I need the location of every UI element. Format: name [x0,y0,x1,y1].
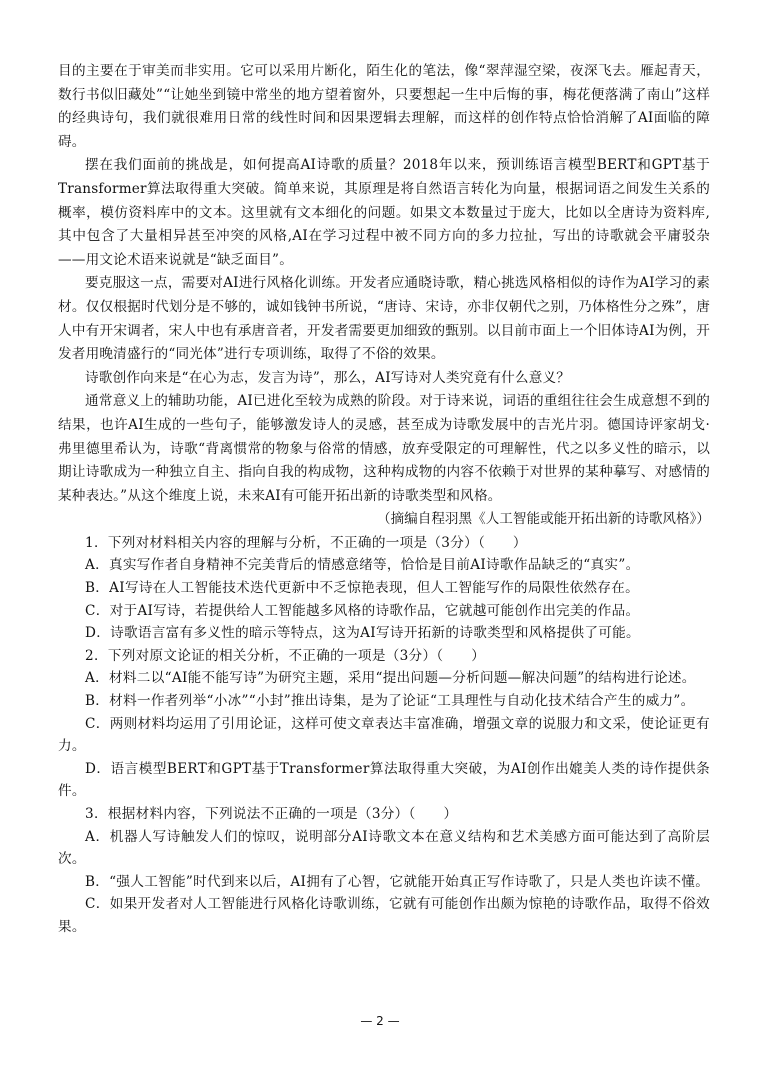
question-2-option-d: D．语言模型BERT和GPT基于Transformer算法取得重大突破，为AI创作出媲美人类的诗作提供条件。 [58,760,710,800]
passage-paragraph-1: 目的主要在于审美而非实用。它可以采用片断化，陌生化的笔法，像“翠萍湿空梁，夜深飞去。雁起青天，数行书似旧藏处”“让她坐到镜中常坐的地方望着窗外，只要想起一生中后悔的事，梅花便落满了南山”这样的经典诗句，我们就很难用日常的线性时间和因果逻辑去理解，而这样的创作特点恰恰消解了AI面临的障碍。 [58,63,710,150]
question-1-option-a: A．真实写作者自身精神不完美背后的情感意绪等，恰恰是目前AI诗歌作品缺乏的“真实”。 [85,557,640,574]
passage-source: （摘编自程羽黑《人工智能或能开拓出新的诗歌风格》） [376,511,710,528]
question-1-option-c: C．对于AI写诗，若提供给人工智能越多风格的诗歌作品，它就越可能创作出完美的作品。 [85,602,640,619]
page-content [58,60,710,939]
question-2-option-c: C．两则材料均运用了引用论证，这样可使文章表达丰富准确，增强文章的说服力和文采，使论证更有力。 [58,715,710,755]
page-number: — 2 — [360,1014,400,1028]
passage-paragraph-4: 诗歌创作向来是“在心为志，发言为诗”，那么，AI写诗对人类究竟有什么意义？ [85,369,571,386]
passage-paragraph-2: 摆在我们面前的挑战是，如何提高AI诗歌的质量？2018年以来，预训练语言模型BERT和GPT基于Transformer算法取得重大突破。简单来说，其原理是将自然语言转化为向量，根据词语之间发生关系的概率，模仿资料库中的文本。这里就有文本细化的问题。如果文本数量过于庞大，比如以全唐诗为资料库,其中包含了大量相异甚至冲突的风格,AI在学习过程中被不同方向的多力拉扯，写出的诗歌就会平庸驳杂——用文论术语来说就是“缺乏面目”。 [58,157,710,268]
question-1-stem: 1．下列对材料相关内容的理解与分析，不正确的一项是（3分）（ ） [85,534,527,551]
question-3-stem: 3．根据材料内容，下列说法不正确的一项是（3分）（ ） [85,806,458,822]
question-1-option-d: D．诗歌语言富有多义性的暗示等特点，这为AI写诗开拓新的诗歌类型和风格提供了可能。 [85,625,640,642]
question-2-stem: 2．下列对原文论证的相关分析，不正确的一项是（3分）（ ） [85,647,486,664]
passage-paragraph-5: 通常意义上的辅助功能，AI已进化至较为成熟的阶段。对于诗来说，词语的重组往往会生成意想不到的结果，也许AI生成的一些句子，能够激发诗人的灵感，甚至成为诗歌发展中的吉光片羽。德国诗评家胡戈·弗里德里希认为，诗歌“背离惯常的物象与俗常的情感，放弃受限定的可理解性，代之以多义性的暗示，以期让诗歌成为一种独立自主、指向自我的构成物，这种构成物的内容不依赖于对世界的某种摹写、对感情的某种表达。”从这个维度上说，未来AI有可能开拓出新的诗歌类型和风格。 [58,393,710,504]
question-2-option-a: A．材料二以“AI能不能写诗”为研究主题，采用“提出问题—分析问题—解决问题”的结构进行论述。 [85,670,696,687]
question-3-option-c: C．如果开发者对人工智能进行风格化诗歌训练，它就有可能创作出颇为惊艳的诗歌作品，取得不俗效果。 [58,896,710,935]
question-3-option-a: A．机器人写诗触发人们的惊叹，说明部分AI诗歌文本在意义结构和艺术美感方面可能达到了高阶层次。 [58,828,710,868]
question-3-option-b: B．“强人工智能”时代到来以后，AI拥有了心智，它就能开始真正写作诗歌了，只是人类也许读不懂。 [85,873,710,890]
question-1-option-b: B．AI写诗在人工智能技术迭代更新中不乏惊艳表现，但人工智能写作的局限性依然存在。 [85,580,640,597]
passage-paragraph-3: 要克服这一点，需要对AI进行风格化训练。开发者应通晓诗歌，精心挑选风格相似的诗作为AI学习的素材。仅仅根据时代划分是不够的，诚如钱钟书所说，“唐诗、宋诗，亦非仅朝代之别，乃体格性分之殊”，唐人中有开宋调者，宋人中也有承唐音者，开发者需要更加细致的甄别。以目前市面上一个旧体诗AI为例，开发者用晚清盛行的“同光体”进行专项训练，取得了不俗的效果。 [58,275,710,363]
question-2-option-b: B．材料一作者列举“小冰”“小封”推出诗集，是为了论证“工具理性与自动化技术结合产生的威力”。 [85,693,695,710]
